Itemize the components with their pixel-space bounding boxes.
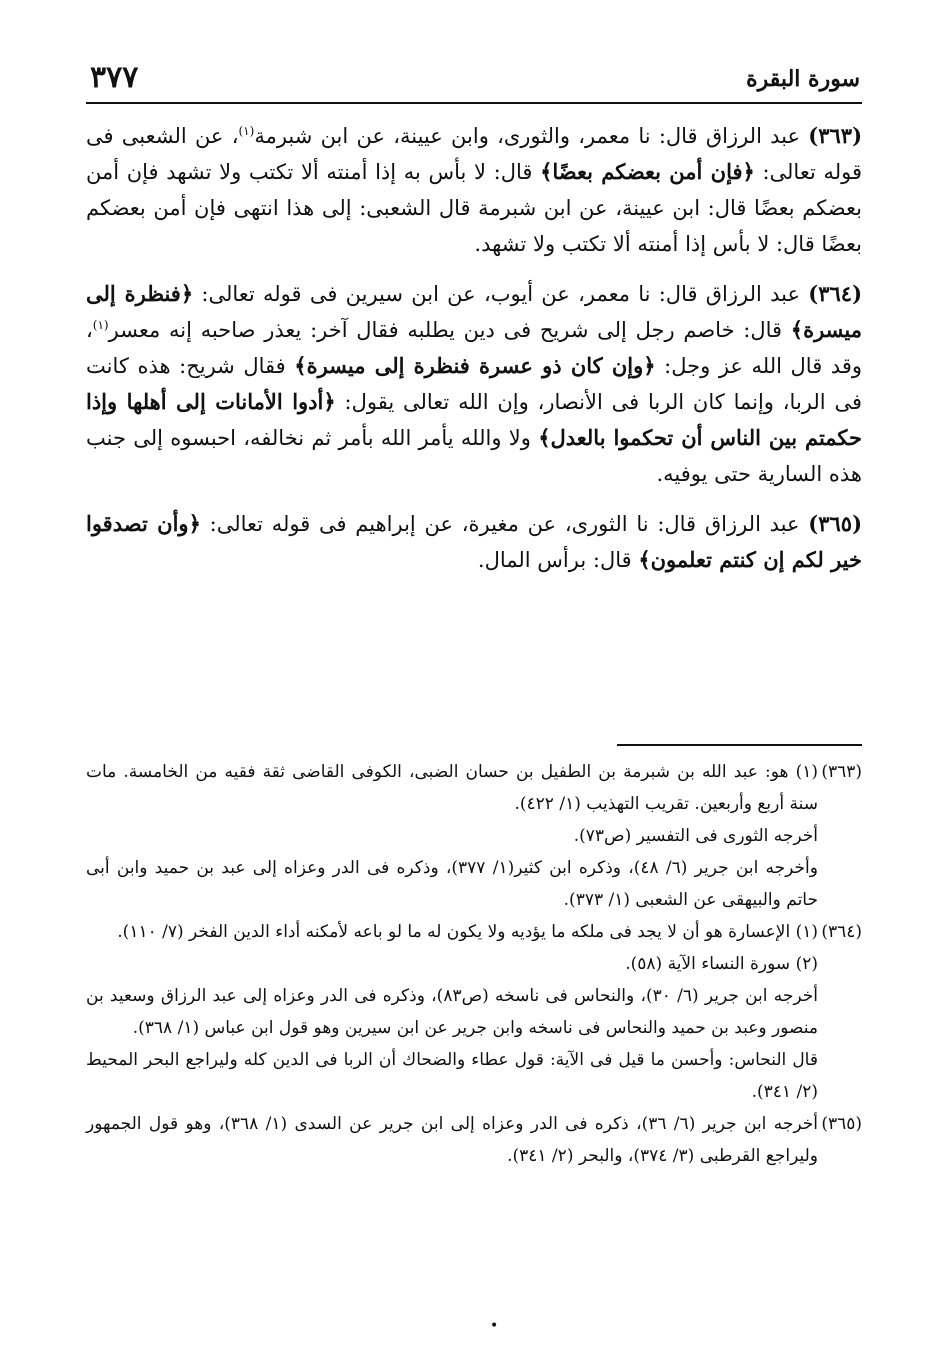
footnote-row — [86, 916, 862, 948]
entry-text: ولا والله يأمر الله بأمر ثم نخالفه، احبسوه إلى جنب هذه السارية حتى يوفيه. — [86, 426, 862, 486]
footnote-row — [86, 756, 862, 820]
surah-title: سورة البقرة — [746, 66, 860, 92]
footnote-row — [86, 1108, 862, 1172]
entry-text: قال: برأس المال. — [477, 548, 639, 572]
footnote-entry-key: (٣٦٤) — [821, 922, 862, 942]
page-header — [86, 58, 862, 104]
footnote-key — [818, 916, 862, 948]
main-text — [86, 118, 862, 592]
entry-365 — [86, 506, 862, 578]
quran-quote: ﴿وأن تصدقوا خير لكم إن كنتم تعلمون﴾ — [86, 511, 862, 572]
footnote-text: الإعسارة هو أن لا يجد فى ملكه ما يؤديه ولا يكون له ما لو باعه لأمكنه أداء الدين الفخر (٧/ ١١٠). — [117, 922, 791, 942]
footnote-text: سورة النساء الآية (٥٨). — [625, 954, 791, 974]
entry-number: (٣٦٥) — [808, 511, 862, 536]
footnote-key — [818, 1108, 862, 1172]
page-number: ٣٧٧ — [90, 60, 139, 95]
footnote-ref: (١) — [238, 124, 255, 138]
entry-text: ، وقد قال الله عز وجل: — [86, 318, 863, 378]
footnote-sub-key: (١) — [795, 762, 818, 782]
footnote-sub-key: (١) — [795, 922, 818, 942]
entry-text: عبد الرزاق قال: نا معمر، عن أيوب، عن ابن سيرين فى قوله تعالى: — [193, 282, 809, 306]
entry-text: عبد الرزاق قال: نا معمر، والثورى، وابن عيينة، عن ابن شبرمة — [254, 124, 809, 148]
entry-text: عبد الرزاق قال: نا الثورى، عن مغيرة، عن إبراهيم فى قوله تعالى: — [200, 512, 809, 536]
footnote-line — [86, 948, 862, 980]
footnote-ref: (١) — [92, 318, 109, 332]
footnote-text: أخرجه ابن جرير (٦/ ٣٦)، ذكره فى الدر وعزاه إلى ابن جرير عن السدى (١/ ٣٦٨)، وهو قول الجمهور وليراجع القرطبى (٣/ ٣٧٤)، والبحر (٢/ ٣٤١). — [86, 1114, 818, 1166]
footnote-entry-key: (٣٦٥) — [821, 1114, 862, 1134]
footnote-group-365 — [86, 1108, 862, 1172]
footnote-sub-key: (٢) — [795, 954, 818, 974]
quran-quote: ﴿فنظرة إلى ميسرة﴾ — [86, 281, 862, 342]
footnote-group-363 — [86, 756, 862, 916]
footnote-key — [818, 756, 862, 820]
footnotes — [86, 756, 862, 1172]
entry-363 — [86, 118, 862, 262]
footnote-body — [86, 916, 818, 948]
entry-text: قال: لا بأس به إذا أمنته ألا تكتب ولا تشهد فإن أمن بعضكم بعضًا قال: ابن عيينة، عن ابن شبرمة قال الشعبى: إلى هذا انتهى فإن أمن بعضكم بعضًا قال: لا بأس إذا أمنته ألا تكتب ولا تشهد. — [86, 160, 862, 256]
entry-text: قال: خاصم رجل إلى شريح فى دين يطلبه فقال آخر: يعذر صاحبه إنه معسر — [108, 318, 791, 342]
footnote-body — [86, 756, 818, 820]
footnote-group-364 — [86, 916, 862, 1108]
entry-364 — [86, 276, 862, 492]
entry-text: ، عن الشعبى فى قوله تعالى: — [86, 124, 863, 184]
page-mark: • — [490, 1318, 499, 1334]
quran-quote: ﴿فإن أمن بعضكم بعضًا﴾ — [540, 159, 755, 184]
footnote-line: وأخرجه ابن جرير (٦/ ٤٨)، وذكره ابن كثير(١/ ٣٧٧)، وذكره فى الدر وعزاه إلى عبد بن حميد وابن أبى حاتم والبيهقى عن الشعبى (١/ ٣٧٣). — [86, 858, 818, 910]
footnote-line: أخرجه ابن جرير (٦/ ٣٠)، والنحاس فى ناسخه (ص٨٣)، وذكره فى الدر وعزاه إلى عبد الرزاق وسعيد بن منصور وعبد بن حميد والنحاس فى ناسخه وابن جرير عن ابن سيرين وهو قول ابن عباس (١/ ٣٦٨). — [86, 986, 818, 1038]
entry-number: (٣٦٤) — [808, 281, 862, 306]
footnote-text: هو: عبد الله بن شبرمة بن الطفيل بن حسان الضبى، الكوفى القاضى ثقة فقيه من الخامسة. مات سنة أربع وأربعين. تقريب التهذيب (١/ ٤٢٢). — [86, 762, 818, 814]
entry-number: (٣٦٣) — [808, 123, 862, 148]
footnote-line: أخرجه الثورى فى التفسير (ص٧٣). — [573, 826, 818, 846]
footnote-divider — [617, 744, 862, 746]
footnote-line: قال النحاس: وأحسن ما قيل فى الآية: قول عطاء والضحاك أن الربا فى الدين كله وليراجع البحر المحيط (٢/ ٣٤١). — [86, 1050, 818, 1102]
quran-quote: ﴿وإن كان ذو عسرة فنظرة إلى ميسرة﴾ — [294, 353, 656, 378]
entry-text: فقال شريح: هذه كانت فى الربا، وإنما كان الربا فى الأنصار، وإن الله تعالى يقول: — [86, 354, 862, 414]
quran-quote: ﴿أدوا الأمانات إلى أهلها وإذا حكمتم بين الناس أن تحكموا بالعدل﴾ — [86, 389, 862, 450]
footnote-entry-key: (٣٦٣) — [821, 762, 862, 782]
